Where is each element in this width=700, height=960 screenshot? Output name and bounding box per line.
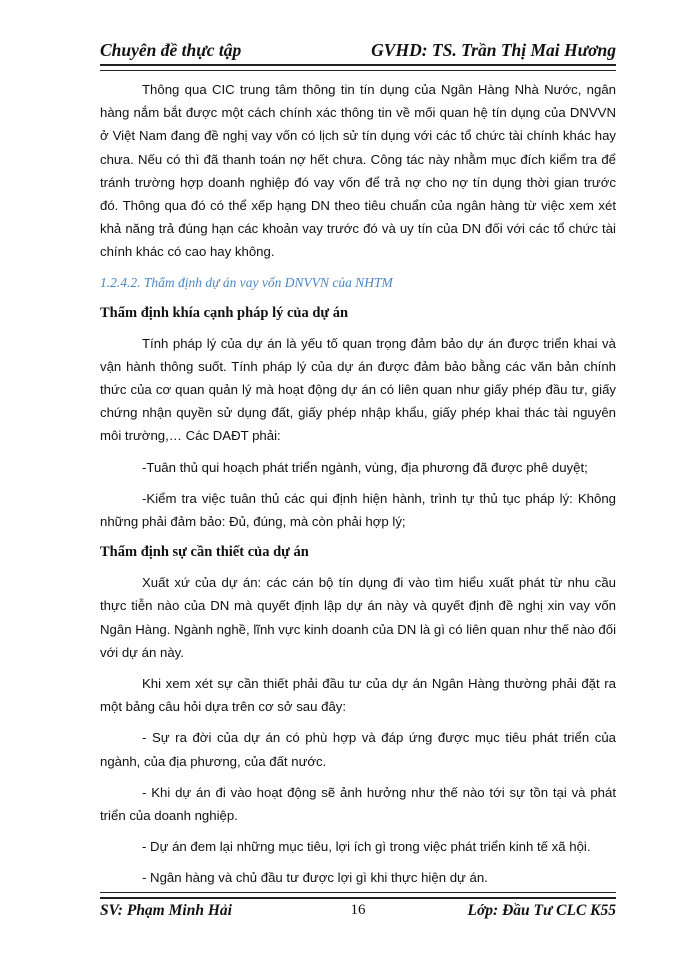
list-item-impact: - Khi dự án đi vào hoạt động sẽ ảnh hưởng như thế nào tới sự tồn tại và phát triển của doanh nghiệp. [100, 784, 616, 824]
header-supervisor: GVHD: TS. Trần Thị Mai Hương [371, 40, 616, 60]
header-divider [100, 64, 616, 71]
paragraph-cic: Thông qua CIC trung tâm thông tin tín dụng của Ngân Hàng Nhà Nước, ngân hàng nắm bắt được một cách chính xác thông tin về mối quan hệ tín dụng của DNVVN ở Việt Nam đang đề nghị vay vốn có lịch sử tín dụng với các tổ chức tài chính khác hay chưa. Nếu có thì đã thanh toán nợ hết chưa. Công tác này nhằm mục đích kiểm tra để tránh trường hợp doanh nghiệp đó vay vốn để trả nợ cho nợ tín dụng thời gian trước đó. Thông qua đó có thể xếp hạng DN theo tiêu chuẩn của ngân hàng từ việc xem xét khả năng trả đúng hạn các khoản vay trước đó và uy tín của DN đối với các tổ chức tài chính khác có cao hay không. [100, 82, 616, 260]
header-course-title: Chuyên đề thực tập [100, 40, 242, 60]
list-item-goals: - Sự ra đời của dự án có phù hợp và đáp ứng được mục tiêu phát triển của ngành, của địa phương, của đất nước. [100, 730, 616, 769]
subsection-heading: 1.2.4.2. Thẩm định dự án vay vốn DNVVN của NHTM [100, 274, 393, 290]
list-item-benefits: - Dự án đem lại những mục tiêu, lợi ích gì trong việc phát triển kinh tế xã hội. [142, 839, 591, 855]
paragraph-origin: Xuất xứ của dự án: các cán bộ tín dụng đi vào tìm hiểu xuất phát từ nhu cầu thực tiễn nào của DN mà quyết định lập dự án này và quyết định đề nghị xin vay vốn Ngân Hàng. Ngành nghề, lĩnh vực kinh doanh của DN là gì có liên quan như thế nào đối với dự án này. [100, 575, 616, 660]
page-number: 16 [350, 902, 366, 918]
page-header [100, 38, 616, 64]
heading-legal-aspect: Thẩm định khía cạnh pháp lý của dự án [100, 304, 349, 321]
paragraph-compliance: -Kiểm tra việc tuân thủ các qui định hiện hành, trình tự thủ tục pháp lý: Không những phải đảm bảo: Đủ, đúng, mà còn phải hợp lý; [100, 490, 616, 530]
list-item-bank-gain: - Ngân hàng và chủ đầu tư được lợi gì khi thực hiện dự án. [142, 870, 488, 886]
paragraph-questionnaire: Khi xem xét sự cần thiết phải đầu tư của dự án Ngân Hàng thường phải đặt ra một bảng câu hỏi dựa trên cơ sở sau đây: [100, 676, 616, 715]
footer-divider [100, 892, 616, 899]
heading-necessity: Thẩm định sự cần thiết của dự án [100, 544, 309, 561]
page-footer [100, 900, 616, 926]
footer-student: SV: Phạm Minh Hải [100, 902, 232, 919]
document-body [100, 78, 616, 898]
paragraph-legal: Tính pháp lý của dự án là yếu tố quan trọng đảm bảo dự án được triển khai và vận hành thông suốt. Tính pháp lý của dự án được đảm bảo bằng các văn bản chính thức của cơ quan quản lý mà hoạt động dự án có liên quan như giấy phép đầu tư, giấy chứng nhận quyền sử dụng đất, giấy phép nhập khẩu, giấy phép khai thác tài nguyên môi trường,… Các DAĐT phải: [100, 335, 616, 444]
paragraph-planning: -Tuân thủ qui hoạch phát triển ngành, vùng, địa phương đã được phê duyệt; [142, 459, 588, 475]
footer-class: Lớp: Đầu Tư CLC K55 [467, 902, 616, 919]
